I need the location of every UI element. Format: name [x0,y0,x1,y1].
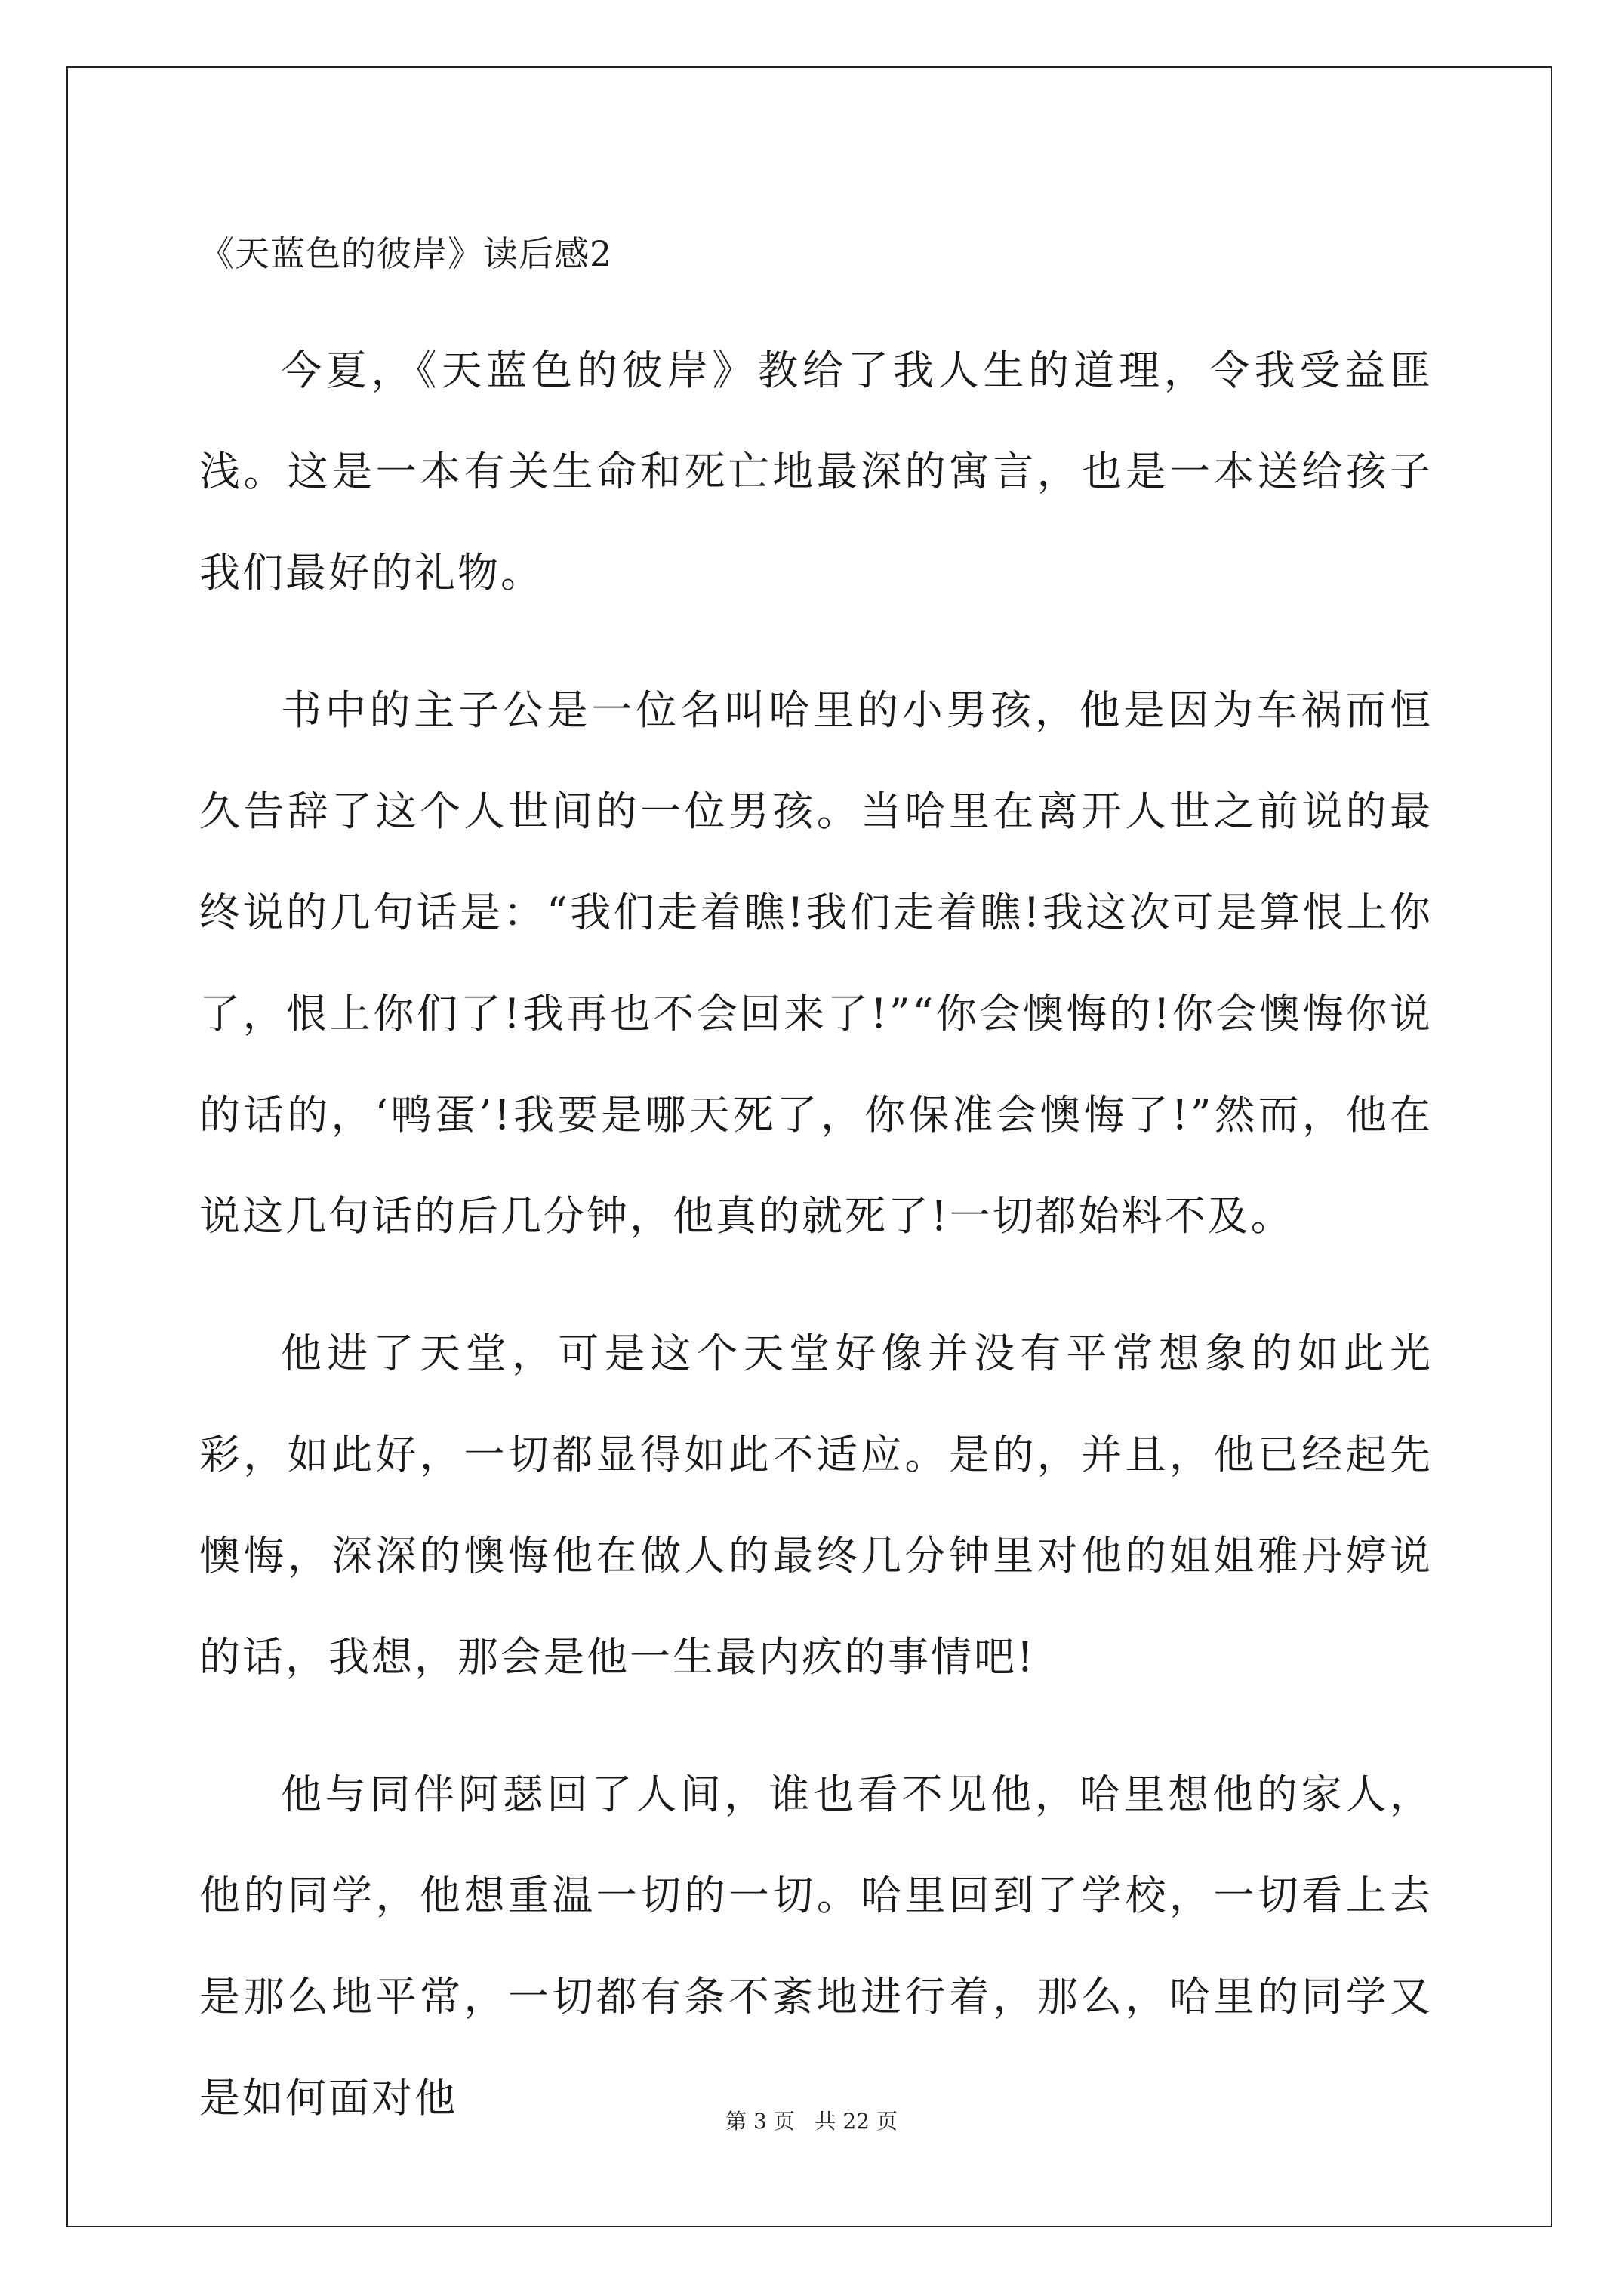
paragraph: 今夏，《天蓝色的彼岸》教给了我人生的道理，令我受益匪浅。这是一本有关生命和死亡地最深的寓言，也是一本送给孩子我们最好的礼物。 [199,347,1433,596]
document-title: 《天蓝色的彼岸》读后感2 [199,233,613,274]
paragraph: 他进了天堂，可是这个天堂好像并没有平常想象的如此光彩，如此好，一切都显得如此不适应。是的，并且，他已经起先懊悔，深深的懊悔他在做人的最终几分钟里对他的姐姐雅丹婷说的话，我想，那会是他一生最内疚的事情吧! [199,1330,1433,1681]
paragraph: 书中的主子公是一位名叫哈里的小男孩，他是因为车祸而恒久告辞了这个人世间的一位男孩。当哈里在离开人世之前说的最终说的几句话是：“我们走着瞧!我们走着瞧!我这次可是算恨上你了，恨上你们了!我再也不会回来了!”“你会懊悔的!你会懊悔你说的话的，‘鸭蛋’!我要是哪天死了，你保准会懊悔了!”然而，他在说这几句话的后几分钟，他真的就死了!一切都始料不及。 [199,686,1433,1240]
page-number-footer: 第 3 页 共 22 页 [725,2109,898,2134]
paragraph: 他与同伴阿瑟回了人间，谁也看不见他，哈里想他的家人，他的同学，他想重温一切的一切。哈里回到了学校，一切看上去是那么地平常，一切都有条不紊地进行着，那么，哈里的同学又是如何面对他 [199,1771,1433,2122]
document-body [199,219,1433,2185]
